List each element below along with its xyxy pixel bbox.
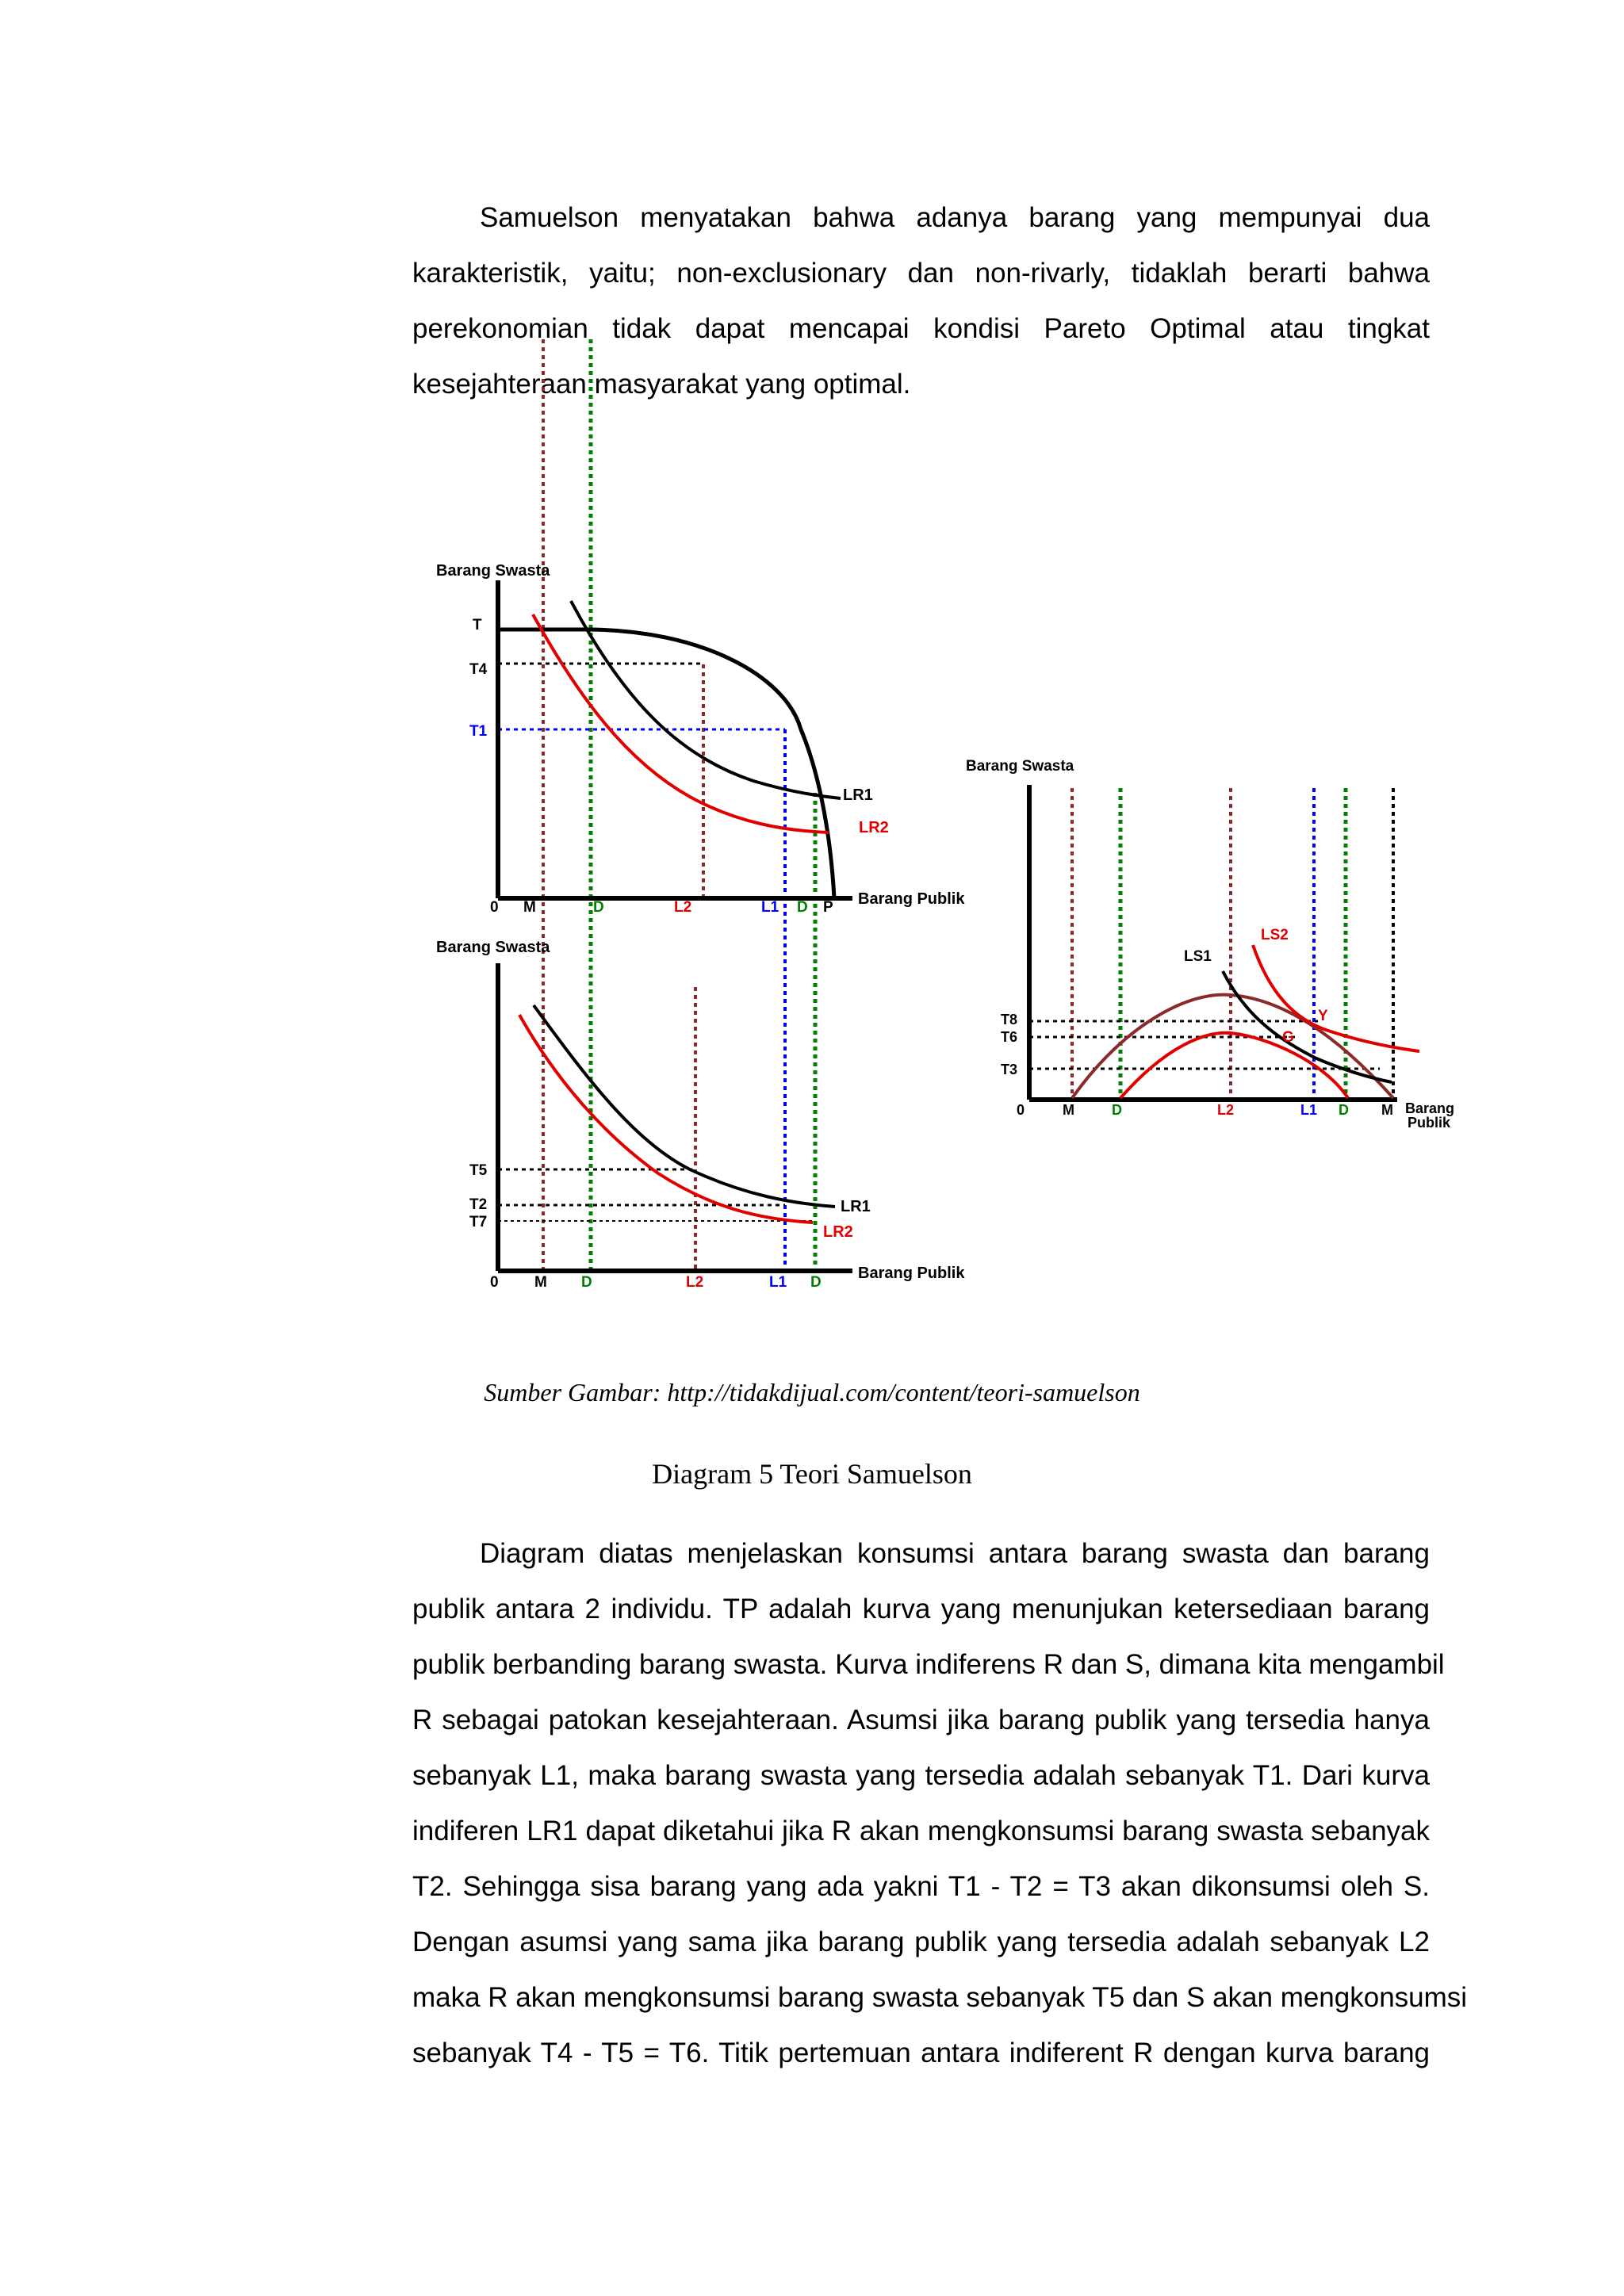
x-tick-0: 0 xyxy=(490,1274,499,1291)
x-axis-label: Barang xyxy=(1405,1100,1455,1116)
point-G-label: G xyxy=(1282,1029,1294,1046)
text-line: karakteristik, yaitu; non-exclusionary dan non-rivarly, tidaklah berarti bahwa xyxy=(412,258,1430,289)
figure-source: Sumber Gambar: http://tidakdijual.com/content/teori-samuelson xyxy=(484,1378,1140,1406)
ls1-curve xyxy=(1223,971,1392,1082)
right-panel xyxy=(966,758,1454,1131)
x-tick-D: D xyxy=(1112,1102,1122,1118)
y-tick-T3: T3 xyxy=(1001,1062,1018,1077)
x-tick-M2: M xyxy=(1381,1102,1393,1118)
x-axis-label: Barang Publik xyxy=(858,1265,965,1282)
lr2-label: LR2 xyxy=(859,819,889,836)
y-tick-T6: T6 xyxy=(1001,1029,1018,1045)
x-tick-D: D xyxy=(593,899,604,916)
text-line: maka R akan mengkonsumsi barang swasta sebanyak T5 dan S akan mengkonsumsi xyxy=(412,1982,1468,2013)
x-axis-label: Barang Publik xyxy=(858,890,965,908)
x-tick-M: M xyxy=(1063,1102,1074,1118)
lr1-label: LR1 xyxy=(843,786,873,804)
y-tick-T: T xyxy=(473,617,482,633)
y-axis-label: Barang Swasta xyxy=(966,758,1074,775)
ls1-label: LS1 xyxy=(1184,948,1212,965)
x-tick-0: 0 xyxy=(490,899,499,916)
bottom-left-panel xyxy=(436,939,965,1291)
text-line: Diagram diatas menjelaskan konsumsi antara barang swasta dan barang xyxy=(480,1538,1430,1569)
point-Y-label: Y xyxy=(1318,1008,1328,1024)
x-tick-D2: D xyxy=(1339,1102,1349,1118)
text-line: Samuelson menyatakan bahwa adanya barang yang mempunyai dua xyxy=(480,202,1430,233)
text-line: sebanyak L1, maka barang swasta yang tersedia adalah sebanyak T1. Dari kurva xyxy=(412,1760,1430,1791)
x-tick-D2: D xyxy=(797,899,808,916)
x-tick-D: D xyxy=(581,1274,592,1291)
text-line: kesejahteraan masyarakat yang optimal. xyxy=(412,369,911,400)
x-tick-D2: D xyxy=(810,1274,822,1291)
lr1-label: LR1 xyxy=(841,1198,871,1215)
x-tick-L1: L1 xyxy=(769,1274,787,1291)
y-tick-T8: T8 xyxy=(1001,1012,1018,1027)
text-line: indiferen LR1 dapat diketahui jika R akan mengkonsumsi barang swasta sebanyak xyxy=(412,1816,1430,1846)
y-axis-label: Barang Swasta xyxy=(436,562,550,580)
x-tick-M: M xyxy=(523,899,536,916)
x-tick-0: 0 xyxy=(1017,1102,1025,1118)
y-axis-label: Barang Swasta xyxy=(436,939,550,956)
x-tick-L1: L1 xyxy=(761,899,779,916)
y-tick-T1: T1 xyxy=(469,723,488,740)
y-tick-T4: T4 xyxy=(469,661,488,678)
x-axis-label-2: Publik xyxy=(1408,1115,1451,1131)
top-left-panel xyxy=(436,339,965,1269)
x-tick-L2: L2 xyxy=(686,1274,704,1291)
x-tick-L2: L2 xyxy=(1217,1102,1235,1118)
text-line: publik berbanding barang swasta. Kurva indiferens R dan S, dimana kita mengambil xyxy=(412,1649,1445,1680)
lr2-curve xyxy=(533,614,829,832)
explanation-paragraph xyxy=(412,1526,1468,2081)
text-line: R sebagai patokan kesejahteraan. Asumsi jika barang publik yang tersedia hanya xyxy=(412,1705,1430,1735)
x-tick-P: P xyxy=(823,899,833,916)
x-tick-L1: L1 xyxy=(1300,1102,1318,1118)
ls2-label: LS2 xyxy=(1261,927,1289,943)
y-tick-T5: T5 xyxy=(469,1162,488,1179)
lr1-curve xyxy=(534,1005,835,1207)
x-tick-L2: L2 xyxy=(674,899,692,916)
text-line: perekonomian tidak dapat mencapai kondisi Pareto Optimal atau tingkat xyxy=(412,313,1430,344)
text-line: sebanyak T4 - T5 = T6. Titik pertemuan antara indiferent R dengan kurva barang xyxy=(412,2038,1430,2068)
text-line: publik antara 2 individu. TP adalah kurva yang menunjukan ketersediaan barang xyxy=(412,1594,1430,1624)
x-tick-M: M xyxy=(534,1274,547,1291)
lr2-label: LR2 xyxy=(823,1223,853,1241)
y-tick-T7: T7 xyxy=(469,1214,488,1230)
text-line: Dengan asumsi yang sama jika barang publik yang tersedia adalah sebanyak L2 xyxy=(412,1927,1430,1957)
y-tick-T2: T2 xyxy=(469,1196,488,1213)
text-line: T2. Sehingga sisa barang yang ada yakni T1 - T2 = T3 akan dikonsumsi oleh S. xyxy=(412,1871,1430,1902)
diagram-title: Diagram 5 Teori Samuelson xyxy=(652,1458,972,1490)
